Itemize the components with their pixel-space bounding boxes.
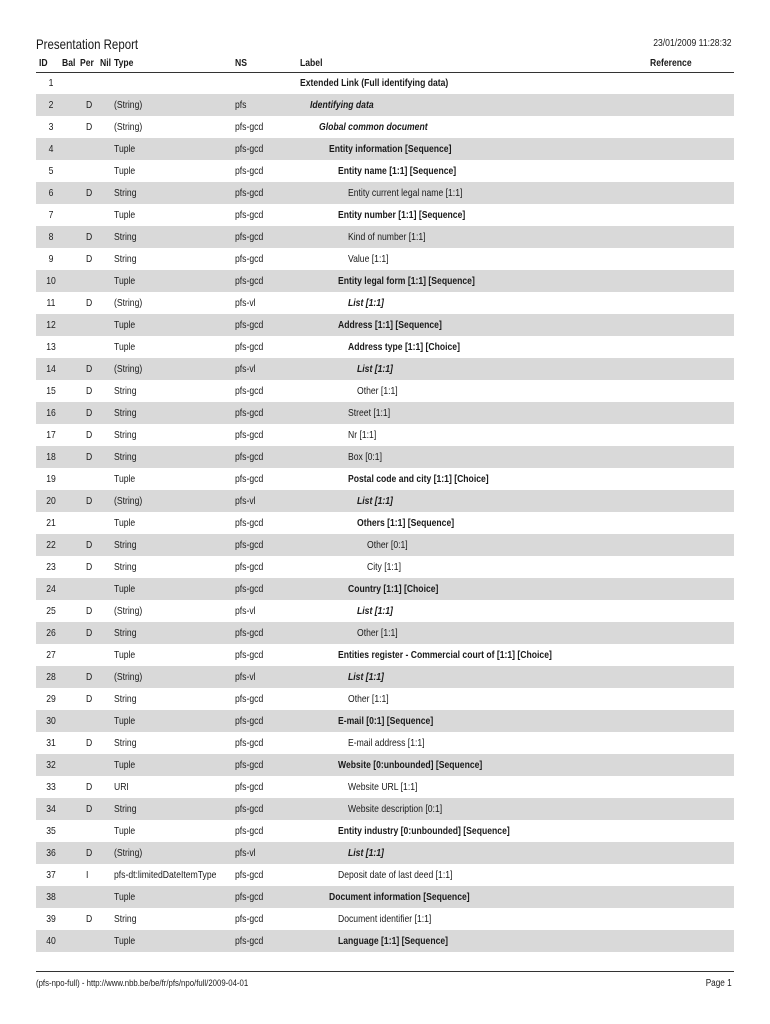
row-label: City [1:1]: [366, 561, 401, 573]
table-row: [36, 820, 734, 842]
row-id: 12: [46, 319, 56, 331]
row-balance: D: [86, 737, 93, 749]
row-namespace: pfs-vl: [235, 495, 256, 507]
row-type: Tuple: [114, 209, 136, 221]
row-type: String: [114, 539, 137, 551]
row-type: Tuple: [114, 341, 136, 353]
table-row: [36, 336, 734, 358]
table-row: [36, 886, 734, 908]
row-id: 5: [48, 165, 54, 177]
row-label: Address [1:1] [Sequence]: [338, 319, 442, 331]
table-row: [36, 842, 734, 864]
table-row: [36, 380, 734, 402]
row-namespace: pfs-gcd: [235, 165, 264, 177]
row-type: Tuple: [114, 517, 136, 529]
row-balance: D: [86, 429, 93, 441]
row-id: 31: [46, 737, 56, 749]
table-row: [36, 908, 734, 930]
row-namespace: pfs-gcd: [235, 693, 264, 705]
row-label: Entity number [1:1] [Sequence]: [338, 209, 466, 221]
row-label: Other [1:1]: [357, 385, 398, 397]
table-row: [36, 776, 734, 798]
table-row: [36, 666, 734, 688]
row-balance: D: [86, 803, 93, 815]
row-balance: D: [86, 121, 93, 133]
row-id: 30: [46, 715, 56, 727]
row-type: Tuple: [114, 825, 136, 837]
table-row: [36, 402, 734, 424]
row-namespace: pfs-gcd: [235, 715, 264, 727]
row-namespace: pfs-gcd: [235, 803, 264, 815]
row-label: Postal code and city [1:1] [Choice]: [347, 473, 489, 485]
row-namespace: pfs-gcd: [235, 429, 264, 441]
row-label: Other [1:1]: [357, 627, 398, 639]
table-row: [36, 754, 734, 776]
row-balance: D: [86, 363, 93, 375]
row-label: Document information [Sequence]: [328, 891, 470, 903]
row-type: Tuple: [114, 759, 136, 771]
row-type: pfs-dt:limitedDateItemType: [114, 869, 217, 881]
table-row: [36, 94, 734, 116]
row-balance: D: [86, 913, 93, 925]
row-id: 16: [46, 407, 56, 419]
row-id: 20: [46, 495, 56, 507]
row-type: Tuple: [114, 165, 136, 177]
row-type: String: [114, 231, 137, 243]
row-type: Tuple: [114, 583, 136, 595]
column-header-nil: Nil: [100, 57, 112, 69]
row-namespace: pfs-gcd: [235, 539, 264, 551]
row-namespace: pfs: [235, 99, 247, 111]
row-namespace: pfs-gcd: [235, 231, 264, 243]
table-row: [36, 138, 734, 160]
column-header-label: Label: [300, 57, 323, 69]
table-row: [36, 864, 734, 886]
table-row: [36, 160, 734, 182]
column-header-bal: Bal: [62, 57, 76, 69]
row-namespace: pfs-gcd: [235, 187, 264, 199]
row-type: String: [114, 187, 137, 199]
row-id: 33: [46, 781, 56, 793]
row-namespace: pfs-gcd: [235, 627, 264, 639]
row-label: List [1:1]: [357, 605, 393, 617]
row-namespace: pfs-gcd: [235, 583, 264, 595]
page-number: Page 1: [706, 978, 732, 989]
row-id: 18: [46, 451, 56, 463]
row-id: 40: [46, 935, 56, 947]
row-namespace: pfs-vl: [235, 671, 256, 683]
row-label: Others [1:1] [Sequence]: [357, 517, 455, 529]
row-balance: D: [86, 671, 93, 683]
row-namespace: pfs-gcd: [235, 473, 264, 485]
row-id: 14: [46, 363, 56, 375]
row-id: 1: [48, 77, 54, 89]
row-balance: D: [86, 605, 93, 617]
row-namespace: pfs-gcd: [235, 451, 264, 463]
row-id: 22: [46, 539, 56, 551]
column-header-per: Per: [80, 57, 94, 69]
row-label: List [1:1]: [357, 495, 393, 507]
row-label: Deposit date of last deed [1:1]: [338, 869, 453, 881]
row-label: Address type [1:1] [Choice]: [347, 341, 460, 353]
row-label: Entity industry [0:unbounded] [Sequence]: [338, 825, 510, 837]
table-row: [36, 710, 734, 732]
row-namespace: pfs-gcd: [235, 275, 264, 287]
row-label: List [1:1]: [347, 297, 384, 309]
row-label: Extended Link (Full identifying data): [300, 77, 449, 89]
row-balance: D: [86, 451, 93, 463]
table-row: [36, 512, 734, 534]
row-type: String: [114, 803, 137, 815]
row-id: 36: [46, 847, 56, 859]
row-id: 24: [46, 583, 56, 595]
row-namespace: pfs-gcd: [235, 407, 264, 419]
row-id: 3: [48, 121, 54, 133]
table-row: [36, 600, 734, 622]
table-row: [36, 930, 734, 952]
row-id: 19: [46, 473, 56, 485]
row-label: Kind of number [1:1]: [347, 231, 426, 243]
table-row: [36, 314, 734, 336]
row-type: Tuple: [114, 143, 136, 155]
row-type: String: [114, 385, 137, 397]
row-label: List [1:1]: [347, 671, 384, 683]
row-id: 39: [46, 913, 56, 925]
row-namespace: pfs-gcd: [235, 825, 264, 837]
row-balance: D: [86, 253, 93, 265]
row-id: 21: [46, 517, 56, 529]
row-balance: D: [86, 407, 93, 419]
row-label: Value [1:1]: [347, 253, 389, 265]
row-id: 17: [46, 429, 56, 441]
row-namespace: pfs-gcd: [235, 319, 264, 331]
row-id: 29: [46, 693, 56, 705]
table-body: [36, 72, 734, 952]
row-id: 38: [46, 891, 56, 903]
row-balance: D: [86, 297, 93, 309]
table-header: [36, 56, 734, 73]
table-row: [36, 688, 734, 710]
row-label: Language [1:1] [Sequence]: [338, 935, 449, 947]
table-row: [36, 72, 734, 94]
table-row: [36, 622, 734, 644]
column-header-type: Type: [114, 57, 134, 69]
row-namespace: pfs-gcd: [235, 891, 264, 903]
row-id: 2: [48, 99, 54, 111]
row-id: 15: [46, 385, 56, 397]
row-label: Entity current legal name [1:1]: [347, 187, 462, 199]
row-type: (String): [114, 121, 143, 133]
column-header-id: ID: [39, 57, 48, 69]
row-id: 8: [48, 231, 54, 243]
row-label: Website description [0:1]: [347, 803, 442, 815]
row-type: (String): [114, 297, 143, 309]
row-id: 37: [46, 869, 56, 881]
row-type: (String): [114, 605, 143, 617]
row-balance: D: [86, 99, 93, 111]
table-row: [36, 424, 734, 446]
table-row: [36, 182, 734, 204]
row-balance: D: [86, 627, 93, 639]
row-balance: D: [86, 495, 93, 507]
row-label: Country [1:1] [Choice]: [347, 583, 438, 595]
footer-divider: [36, 971, 734, 972]
row-namespace: pfs-vl: [235, 363, 256, 375]
row-id: 9: [48, 253, 54, 265]
row-label: List [1:1]: [347, 847, 384, 859]
row-label: E-mail address [1:1]: [347, 737, 425, 749]
table-row: [36, 358, 734, 380]
row-balance: D: [86, 847, 93, 859]
row-type: String: [114, 913, 137, 925]
row-namespace: pfs-gcd: [235, 341, 264, 353]
row-namespace: pfs-gcd: [235, 209, 264, 221]
row-type: (String): [114, 495, 143, 507]
row-id: 10: [46, 275, 56, 287]
row-label: E-mail [0:1] [Sequence]: [338, 715, 434, 727]
table-row: [36, 556, 734, 578]
row-id: 34: [46, 803, 56, 815]
row-namespace: pfs-gcd: [235, 253, 264, 265]
row-label: Entity information [Sequence]: [328, 143, 451, 155]
row-label: Other [1:1]: [347, 693, 389, 705]
row-type: (String): [114, 99, 143, 111]
row-type: String: [114, 253, 137, 265]
table-row: [36, 248, 734, 270]
row-namespace: pfs-gcd: [235, 869, 264, 881]
row-label: Entity name [1:1] [Sequence]: [338, 165, 457, 177]
row-namespace: pfs-vl: [235, 297, 256, 309]
row-namespace: pfs-gcd: [235, 561, 264, 573]
row-type: (String): [114, 363, 143, 375]
row-namespace: pfs-gcd: [235, 143, 264, 155]
row-label: Entity legal form [1:1] [Sequence]: [338, 275, 475, 287]
row-type: String: [114, 737, 137, 749]
row-namespace: pfs-gcd: [235, 935, 264, 947]
row-id: 11: [46, 297, 56, 309]
row-type: String: [114, 693, 137, 705]
row-namespace: pfs-gcd: [235, 737, 264, 749]
row-namespace: pfs-gcd: [235, 517, 264, 529]
row-label: Other [0:1]: [366, 539, 408, 551]
column-header-ns: NS: [235, 57, 247, 69]
row-balance: D: [86, 693, 93, 705]
table-row: [36, 292, 734, 314]
row-namespace: pfs-gcd: [235, 385, 264, 397]
table-row: [36, 226, 734, 248]
row-type: Tuple: [114, 319, 136, 331]
row-type: (String): [114, 847, 143, 859]
row-type: String: [114, 429, 137, 441]
row-balance: D: [86, 539, 93, 551]
row-id: 4: [48, 143, 54, 155]
row-label: Entities register - Commercial court of [1:1] [Choice]: [338, 649, 552, 661]
report-title: Presentation Report: [36, 36, 139, 52]
row-namespace: pfs-gcd: [235, 781, 264, 793]
table-row: [36, 446, 734, 468]
row-type: String: [114, 407, 137, 419]
row-namespace: pfs-gcd: [235, 759, 264, 771]
row-namespace: pfs-gcd: [235, 649, 264, 661]
column-header-reference: Reference: [650, 57, 692, 69]
table-row: [36, 468, 734, 490]
row-type: Tuple: [114, 935, 136, 947]
row-namespace: pfs-gcd: [235, 121, 264, 133]
table-row: [36, 644, 734, 666]
row-namespace: pfs-vl: [235, 847, 256, 859]
row-type: URI: [114, 781, 129, 793]
row-id: 26: [46, 627, 56, 639]
row-id: 6: [48, 187, 54, 199]
row-label: Box [0:1]: [347, 451, 382, 463]
row-label: Street [1:1]: [347, 407, 390, 419]
row-label: Document identifier [1:1]: [338, 913, 432, 925]
table-row: [36, 534, 734, 556]
row-id: 28: [46, 671, 56, 683]
row-id: 32: [46, 759, 56, 771]
table-row: [36, 204, 734, 226]
row-label: List [1:1]: [357, 363, 393, 375]
report-date: 23/01/2009 11:28:32: [653, 37, 732, 49]
footer-source: (pfs-npo-full) - http://www.nbb.be/be/fr/pfs/npo/full/2009-04-01: [36, 978, 249, 989]
row-type: Tuple: [114, 891, 136, 903]
table-row: [36, 270, 734, 292]
table-row: [36, 578, 734, 600]
row-type: Tuple: [114, 649, 136, 661]
row-label: Website [0:unbounded] [Sequence]: [338, 759, 483, 771]
row-type: Tuple: [114, 715, 136, 727]
row-label: Nr [1:1]: [347, 429, 376, 441]
row-type: Tuple: [114, 473, 136, 485]
row-balance: D: [86, 187, 93, 199]
row-id: 25: [46, 605, 56, 617]
row-type: (String): [114, 671, 143, 683]
table-row: [36, 116, 734, 138]
row-type: String: [114, 451, 137, 463]
row-label: Website URL [1:1]: [347, 781, 417, 793]
table-row: [36, 732, 734, 754]
row-namespace: pfs-vl: [235, 605, 256, 617]
row-id: 23: [46, 561, 56, 573]
row-balance: D: [86, 385, 93, 397]
row-balance: D: [86, 781, 93, 793]
table-row: [36, 490, 734, 512]
row-type: String: [114, 627, 137, 639]
row-type: String: [114, 561, 137, 573]
row-label: Global common document: [319, 121, 428, 133]
row-balance: I: [86, 869, 89, 881]
row-namespace: pfs-gcd: [235, 913, 264, 925]
row-type: Tuple: [114, 275, 136, 287]
row-id: 35: [46, 825, 56, 837]
row-balance: D: [86, 561, 93, 573]
row-balance: D: [86, 231, 93, 243]
row-id: 13: [46, 341, 56, 353]
table-row: [36, 798, 734, 820]
row-label: Identifying data: [309, 99, 374, 111]
row-id: 7: [48, 209, 54, 221]
row-id: 27: [46, 649, 56, 661]
